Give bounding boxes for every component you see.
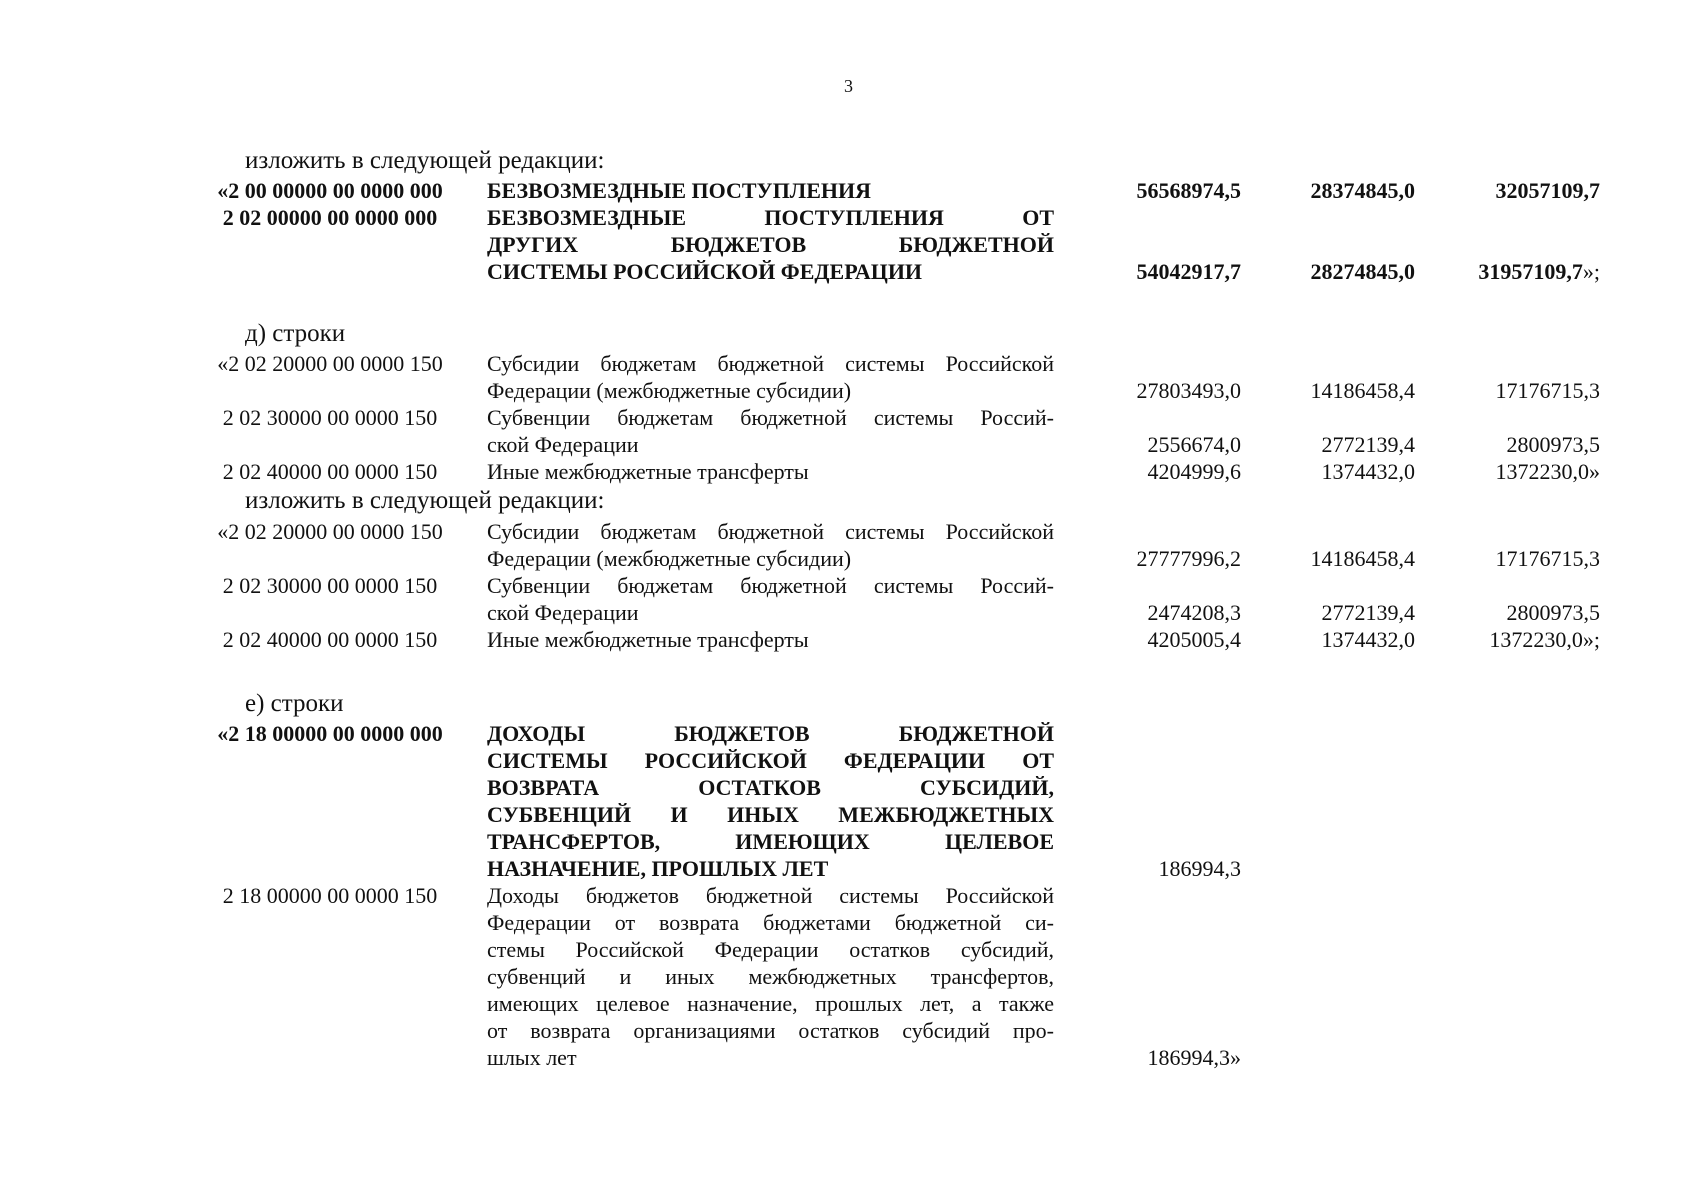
budget-code: «2 00 00000 00 0000 000 <box>217 178 443 203</box>
description-line: ской Федерации <box>487 600 639 625</box>
description-line: СИСТЕМЫ РОССИЙСКОЙ ФЕДЕРАЦИИ <box>487 259 923 284</box>
description-line: Субсидии бюджетам бюджетной системы Российской <box>487 519 1054 544</box>
amount-col-2: 14186458,4 <box>1310 546 1415 571</box>
amount-col-2: 2772139,4 <box>1321 600 1415 625</box>
description-line: Иные межбюджетные трансферты <box>487 627 809 652</box>
budget-code: 2 18 00000 00 0000 150 <box>222 883 438 908</box>
amount-col-1: 4204999,6 <box>1147 459 1241 484</box>
amount-col-1: 54042917,7 <box>1136 259 1241 284</box>
budget-description <box>487 518 1054 572</box>
amount-col-1: 4205005,4 <box>1147 627 1241 652</box>
description-line: Федерации (межбюджетные субсидии) <box>487 546 852 571</box>
description-line: НАЗНАЧЕНИЕ, ПРОШЛЫХ ЛЕТ <box>487 856 829 881</box>
amount-col-1: 186994,3» <box>1147 1045 1241 1070</box>
amount-col-1: 186994,3 <box>1158 856 1241 881</box>
description-line: ской Федерации <box>487 432 639 457</box>
amount-col-3: 17176715,3 <box>1495 378 1600 403</box>
description-line: Субвенции бюджетам бюджетной системы Россий- <box>487 573 1054 598</box>
budget-description <box>487 882 1054 1071</box>
section-heading: изложить в следующей редакции: <box>245 147 605 174</box>
description-line: ТРАНСФЕРТОВ, ИМЕЮЩИХ ЦЕЛЕВОЕ <box>487 829 1054 854</box>
amount-col-3 <box>1478 258 1600 285</box>
description-line: Субвенции бюджетам бюджетной системы Россий- <box>487 405 1054 430</box>
description-line: субвенций и иных межбюджетных трансфертов, <box>487 964 1054 989</box>
amount-col-2: 1374432,0 <box>1321 627 1415 652</box>
budget-description <box>487 720 1054 882</box>
budget-description <box>487 404 1054 458</box>
description-line: Федерации от возврата бюджетами бюджетной си- <box>487 910 1054 935</box>
section-heading: е) строки <box>245 690 344 717</box>
amount-col-3: 17176715,3 <box>1495 546 1600 571</box>
description-line: ДРУГИХ БЮДЖЕТОВ БЮДЖЕТНОЙ <box>487 232 1054 257</box>
page-number: 3 <box>844 76 853 96</box>
amount-col-3: 2800973,5 <box>1506 600 1600 625</box>
amount-col-2: 28274845,0 <box>1310 259 1415 284</box>
description-line: ДОХОДЫ БЮДЖЕТОВ БЮДЖЕТНОЙ <box>487 721 1054 746</box>
description-line: Субсидии бюджетам бюджетной системы Российской <box>487 351 1054 376</box>
description-line: ВОЗВРАТА ОСТАТКОВ СУБСИДИЙ, <box>487 775 1054 800</box>
budget-description <box>487 458 1054 485</box>
description-line: Федерации (межбюджетные субсидии) <box>487 378 852 403</box>
description-line: СИСТЕМЫ РОССИЙСКОЙ ФЕДЕРАЦИИ ОТ <box>487 748 1054 773</box>
amount-col-1: 2474208,3 <box>1147 600 1241 625</box>
budget-description <box>487 626 1054 653</box>
description-line: Доходы бюджетов бюджетной системы Российской <box>487 883 1054 908</box>
amount-col-1: 27803493,0 <box>1136 378 1241 403</box>
amount-col-2: 14186458,4 <box>1310 378 1415 403</box>
amount-col-3: 1372230,0»; <box>1489 627 1600 652</box>
budget-code: «2 18 00000 00 0000 000 <box>217 721 443 746</box>
description-line: стемы Российской Федерации остатков субсидий, <box>487 937 1054 962</box>
amount-col-3: 32057109,7 <box>1495 178 1600 203</box>
budget-code: 2 02 30000 00 0000 150 <box>222 573 438 598</box>
description-line: имеющих целевое назначение, прошлых лет, а также <box>487 991 1054 1016</box>
closing-quote: »; <box>1582 259 1600 284</box>
amount-col-1: 2556674,0 <box>1147 432 1241 457</box>
budget-description <box>487 204 1054 285</box>
description-line: БЕЗВОЗМЕЗДНЫЕ ПОСТУПЛЕНИЯ ОТ <box>487 205 1054 230</box>
budget-code: 2 02 40000 00 0000 150 <box>222 459 438 484</box>
budget-code: «2 02 20000 00 0000 150 <box>217 519 443 544</box>
budget-code: 2 02 40000 00 0000 150 <box>222 627 438 652</box>
amount-col-2: 2772139,4 <box>1321 432 1415 457</box>
budget-code: 2 02 30000 00 0000 150 <box>222 405 438 430</box>
description-line: БЕЗВОЗМЕЗДНЫЕ ПОСТУПЛЕНИЯ <box>487 178 871 203</box>
amount-col-3: 2800973,5 <box>1506 432 1600 457</box>
budget-description <box>487 572 1054 626</box>
amount-value: 31957109,7 <box>1478 259 1583 284</box>
budget-description <box>487 177 1054 204</box>
section-heading: д) строки <box>245 320 346 347</box>
description-line: СУБВЕНЦИЙ И ИНЫХ МЕЖБЮДЖЕТНЫХ <box>487 802 1054 827</box>
amount-col-2: 28374845,0 <box>1310 178 1415 203</box>
amount-col-2: 1374432,0 <box>1321 459 1415 484</box>
budget-code: «2 02 20000 00 0000 150 <box>217 351 443 376</box>
section-heading: изложить в следующей редакции: <box>245 487 605 514</box>
description-line: Иные межбюджетные трансферты <box>487 459 809 484</box>
budget-description <box>487 350 1054 404</box>
description-line: от возврата организациями остатков субсидий про- <box>487 1018 1054 1043</box>
amount-col-1: 27777996,2 <box>1136 546 1241 571</box>
amount-col-1: 56568974,5 <box>1136 178 1241 203</box>
description-line: шлых лет <box>487 1045 577 1070</box>
budget-code: 2 02 00000 00 0000 000 <box>222 205 438 230</box>
amount-col-3: 1372230,0» <box>1495 459 1600 484</box>
